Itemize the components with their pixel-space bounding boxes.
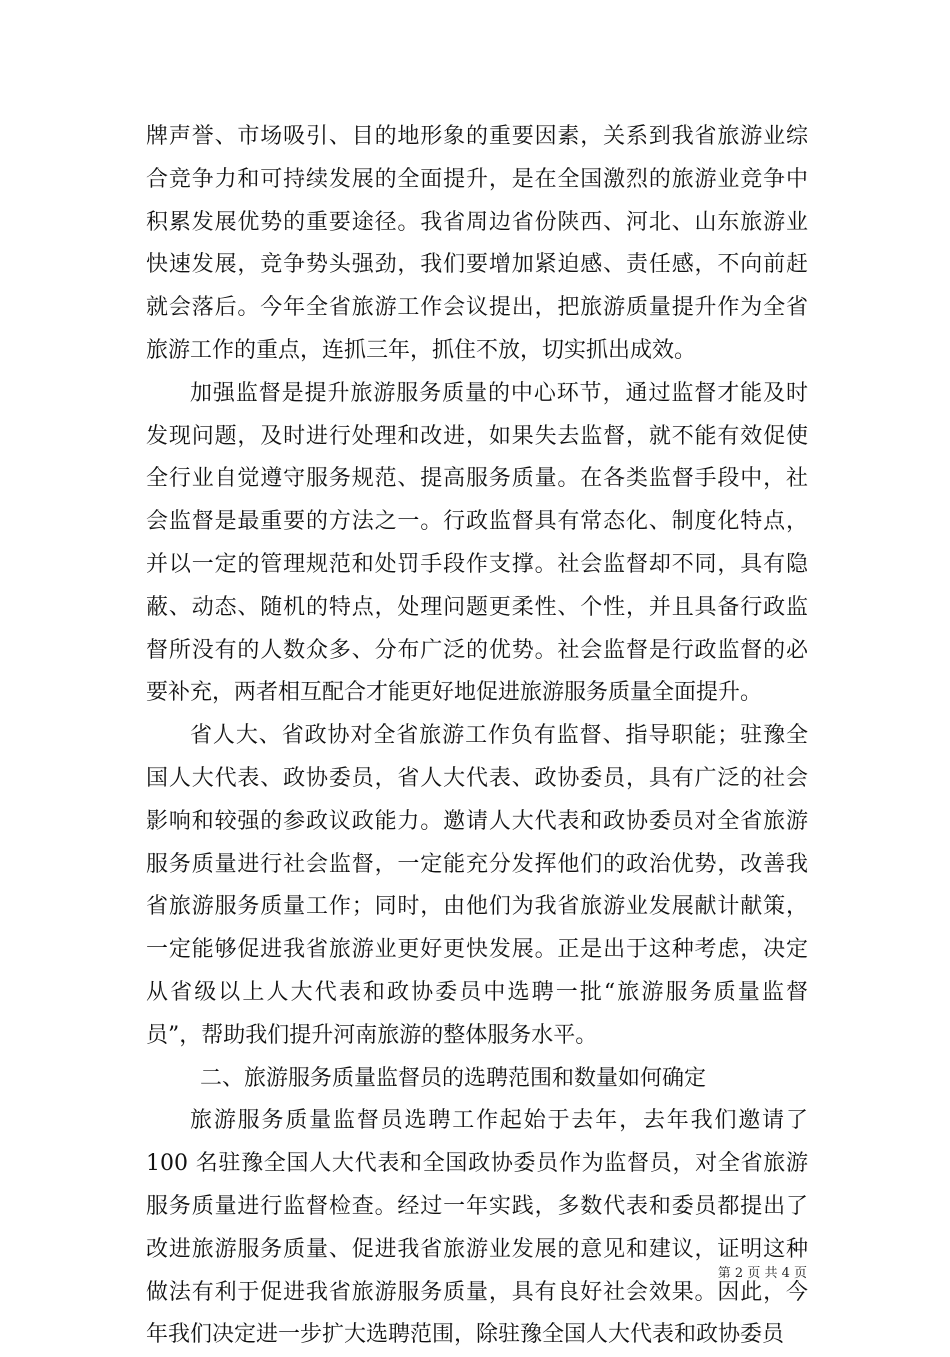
text-line: 年我们决定进一步扩大选聘范围，除驻豫全国人大代表和政协委员 bbox=[146, 1322, 785, 1348]
text-line: 发现问题，及时进行处理和改进，如果失去监督，就不能有效促使 bbox=[146, 423, 808, 449]
text-line: 100 名驻豫全国人大代表和全国政协委员作为监督员，对全省旅游 bbox=[146, 1151, 808, 1177]
text-line: 员”，帮助我们提升河南旅游的整体服务水平。 bbox=[146, 1022, 598, 1048]
text-line: 加强监督是提升旅游服务质量的中心环节，通过监督才能及时 bbox=[190, 380, 808, 406]
text-line: 做法有利于促进我省旅游服务质量，具有良好社会效果。因此，今 bbox=[146, 1279, 808, 1305]
text-line: 省旅游服务质量工作；同时，由他们为我省旅游业发展献计献策， bbox=[146, 894, 808, 920]
text-line: 改进旅游服务质量、促进我省旅游业发展的意见和建议，证明这种 bbox=[146, 1236, 808, 1262]
text-line: 就会落后。今年全省旅游工作会议提出，把旅游质量提升作为全省 bbox=[146, 295, 808, 321]
text-line: 二、旅游服务质量监督员的选聘范围和数量如何确定 bbox=[200, 1065, 707, 1091]
document-body bbox=[146, 116, 808, 1357]
text-line: 会监督是最重要的方法之一。行政监督具有常态化、制度化特点， bbox=[146, 509, 808, 535]
text-line: 积累发展优势的重要途径。我省周边省份陕西、河北、山东旅游业 bbox=[146, 209, 808, 235]
text-line: 蔽、动态、随机的特点，处理问题更柔性、个性，并且具备行政监 bbox=[146, 594, 808, 620]
text-line: 牌声誉、市场吸引、目的地形象的重要因素，关系到我省旅游业综 bbox=[146, 124, 808, 149]
text-line: 省人大、省政协对全省旅游工作负有监督、指导职能；驻豫全 bbox=[190, 723, 808, 749]
text-line: 要补充，两者相互配合才能更好地促进旅游服务质量全面提升。 bbox=[146, 680, 763, 706]
text-line: 旅游工作的重点，连抓三年，抓住不放，切实抓出成效。 bbox=[146, 337, 697, 363]
text-line: 国人大代表、政协委员，省人大代表、政协委员，具有广泛的社会 bbox=[146, 765, 808, 791]
section-heading bbox=[146, 1058, 808, 1101]
text-line: 全行业自觉遵守服务规范、提高服务质量。在各类监督手段中，社 bbox=[146, 466, 808, 492]
text-line: 影响和较强的参政议政能力。邀请人大代表和政协委员对全省旅游 bbox=[146, 808, 808, 834]
text-line: 服务质量进行社会监督，一定能充分发挥他们的政治优势，改善我 bbox=[146, 851, 808, 877]
paragraph bbox=[146, 715, 808, 1057]
text-line: 从省级以上人大代表和政协委员中选聘一批“旅游服务质量监督 bbox=[146, 979, 808, 1005]
text-line: 督所没有的人数众多、分布广泛的优势。社会监督是行政监督的必 bbox=[146, 637, 808, 663]
text-line: 并以一定的管理规范和处罚手段作支撑。社会监督却不同，具有隐 bbox=[146, 551, 808, 577]
text-line: 服务质量进行监督检查。经过一年实践，多数代表和委员都提出了 bbox=[146, 1193, 808, 1219]
text-line: 快速发展，竞争势头强劲，我们要增加紧迫感、责任感，不向前赶 bbox=[146, 252, 808, 278]
paragraph bbox=[146, 116, 808, 373]
paragraph bbox=[146, 1100, 808, 1357]
text-line: 旅游服务质量监督员选聘工作起始于去年，去年我们邀请了 bbox=[190, 1108, 808, 1134]
page-footer: 第 2 页 共 4 页 bbox=[717, 1266, 807, 1281]
paragraph bbox=[146, 373, 808, 715]
text-line: 一定能够促进我省旅游业更好更快发展。正是出于这种考虑，决定 bbox=[146, 937, 808, 963]
text-line: 合竞争力和可持续发展的全面提升，是在全国激烈的旅游业竞争中 bbox=[146, 166, 808, 192]
